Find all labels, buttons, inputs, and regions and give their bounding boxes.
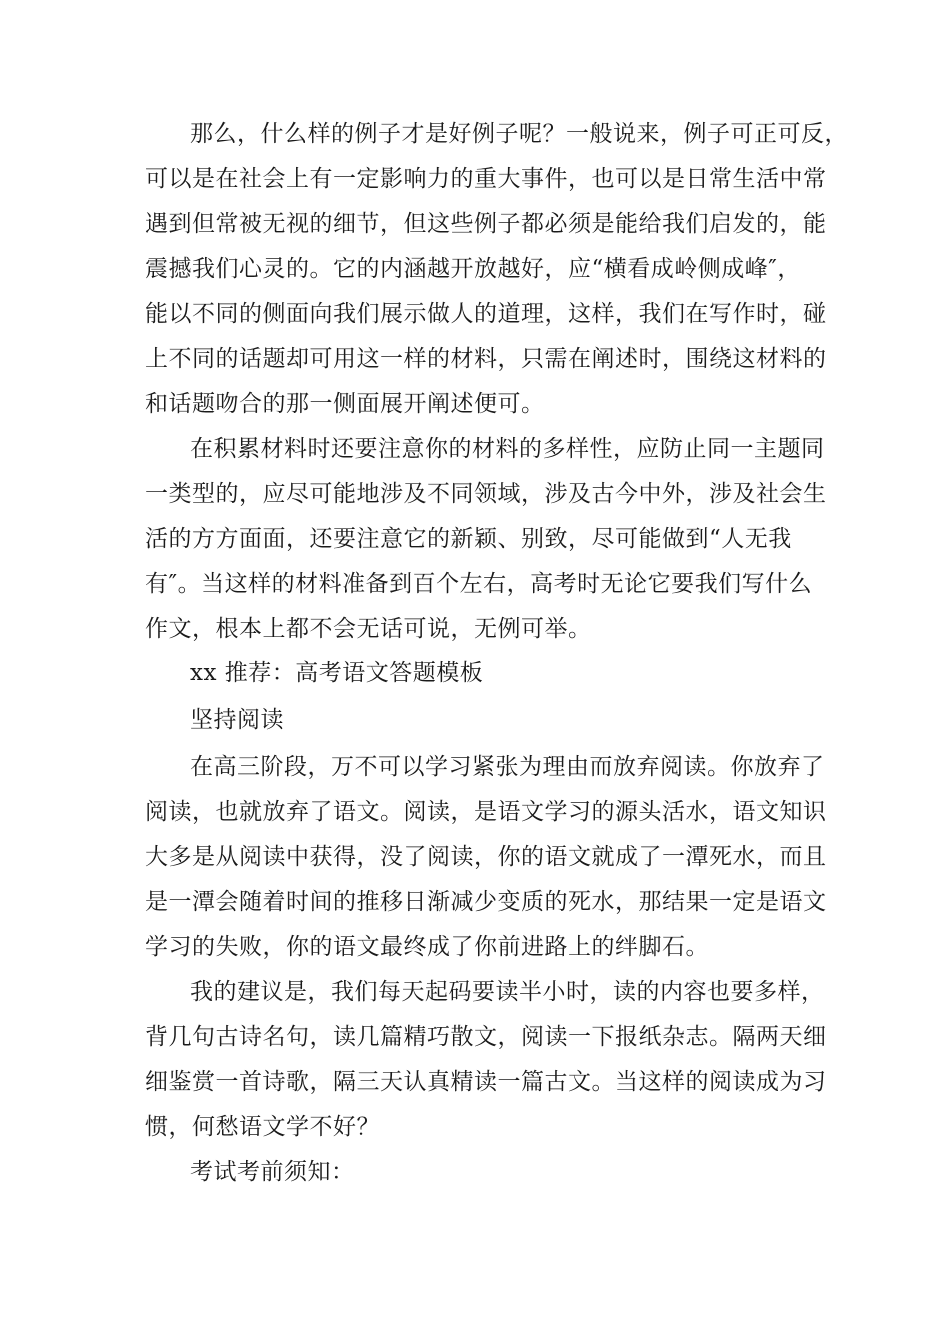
paragraph-2-line-4: 有″。当这样的材料准备到百个左右，高考时无论它要我们写什么 [145, 571, 813, 597]
paragraph-4-line-4: 惯，何愁语文学不好？ [145, 1114, 380, 1140]
paragraph-3-line-5: 学习的失败，你的语文最终成了你前进路上的绊脚石。 [145, 934, 709, 960]
paragraph-1-line-2: 可以是在社会上有一定影响力的重大事件，也可以是日常生活中常 [145, 166, 827, 192]
paragraph-2-line-3: 活的方方面面，还要注意它的新颖、别致，尽可能做到“人无我 [145, 526, 792, 552]
paragraph-1-line-4: 震撼我们心灵的。它的内涵越开放越好，应“横看成岭侧成峰″， [145, 256, 801, 282]
paragraph-2-line-1: 在积累材料时还要注意你的材料的多样性，应防止同一主题同 [190, 436, 825, 462]
paragraph-1-line-6: 上不同的话题却可用这一样的材料，只需在阐述时，围绕这材料的 [145, 346, 827, 372]
section-heading-exam-notes: 考试考前须知： [190, 1159, 355, 1185]
paragraph-1-line-3: 遇到但常被无视的细节，但这些例子都必须是能给我们启发的，能 [145, 211, 827, 237]
paragraph-3-line-4: 是一潭会随着时间的推移日渐减少变质的死水，那结果一定是语文 [145, 889, 827, 915]
recommendation-line: xx 推荐：高考语文答题模板 [190, 660, 484, 686]
paragraph-4-line-2: 背几句古诗名句，读几篇精巧散文，阅读一下报纸杂志。隔两天细 [145, 1024, 827, 1050]
paragraph-3-line-3: 大多是从阅读中获得，没了阅读，你的语文就成了一潭死水，而且 [145, 844, 827, 870]
paragraph-3-line-1: 在高三阶段，万不可以学习紧张为理由而放弃阅读。你放弃了 [190, 754, 825, 780]
paragraph-1-line-7: 和话题吻合的那一侧面展开阐述便可。 [145, 391, 545, 417]
section-heading-reading: 坚持阅读 [190, 707, 284, 733]
paragraph-2-line-5: 作文，根本上都不会无话可说，无例可举。 [145, 616, 592, 642]
paragraph-4-line-3: 细鉴赏一首诗歌，隔三天认真精读一篇古文。当这样的阅读成为习 [145, 1069, 827, 1095]
paragraph-1-line-5: 能以不同的侧面向我们展示做人的道理，这样，我们在写作时，碰 [145, 301, 827, 327]
paragraph-2-line-2: 一类型的，应尽可能地涉及不同领域，涉及古今中外，涉及社会生 [145, 481, 827, 507]
paragraph-4-line-1: 我的建议是，我们每天起码要读半小时，读的内容也要多样， [190, 979, 825, 1005]
paragraph-3-line-2: 阅读，也就放弃了语文。阅读，是语文学习的源头活水，语文知识 [145, 799, 827, 825]
paragraph-1-line-1: 那么，什么样的例子才是好例子呢？一般说来，例子可正可反， [190, 121, 848, 147]
